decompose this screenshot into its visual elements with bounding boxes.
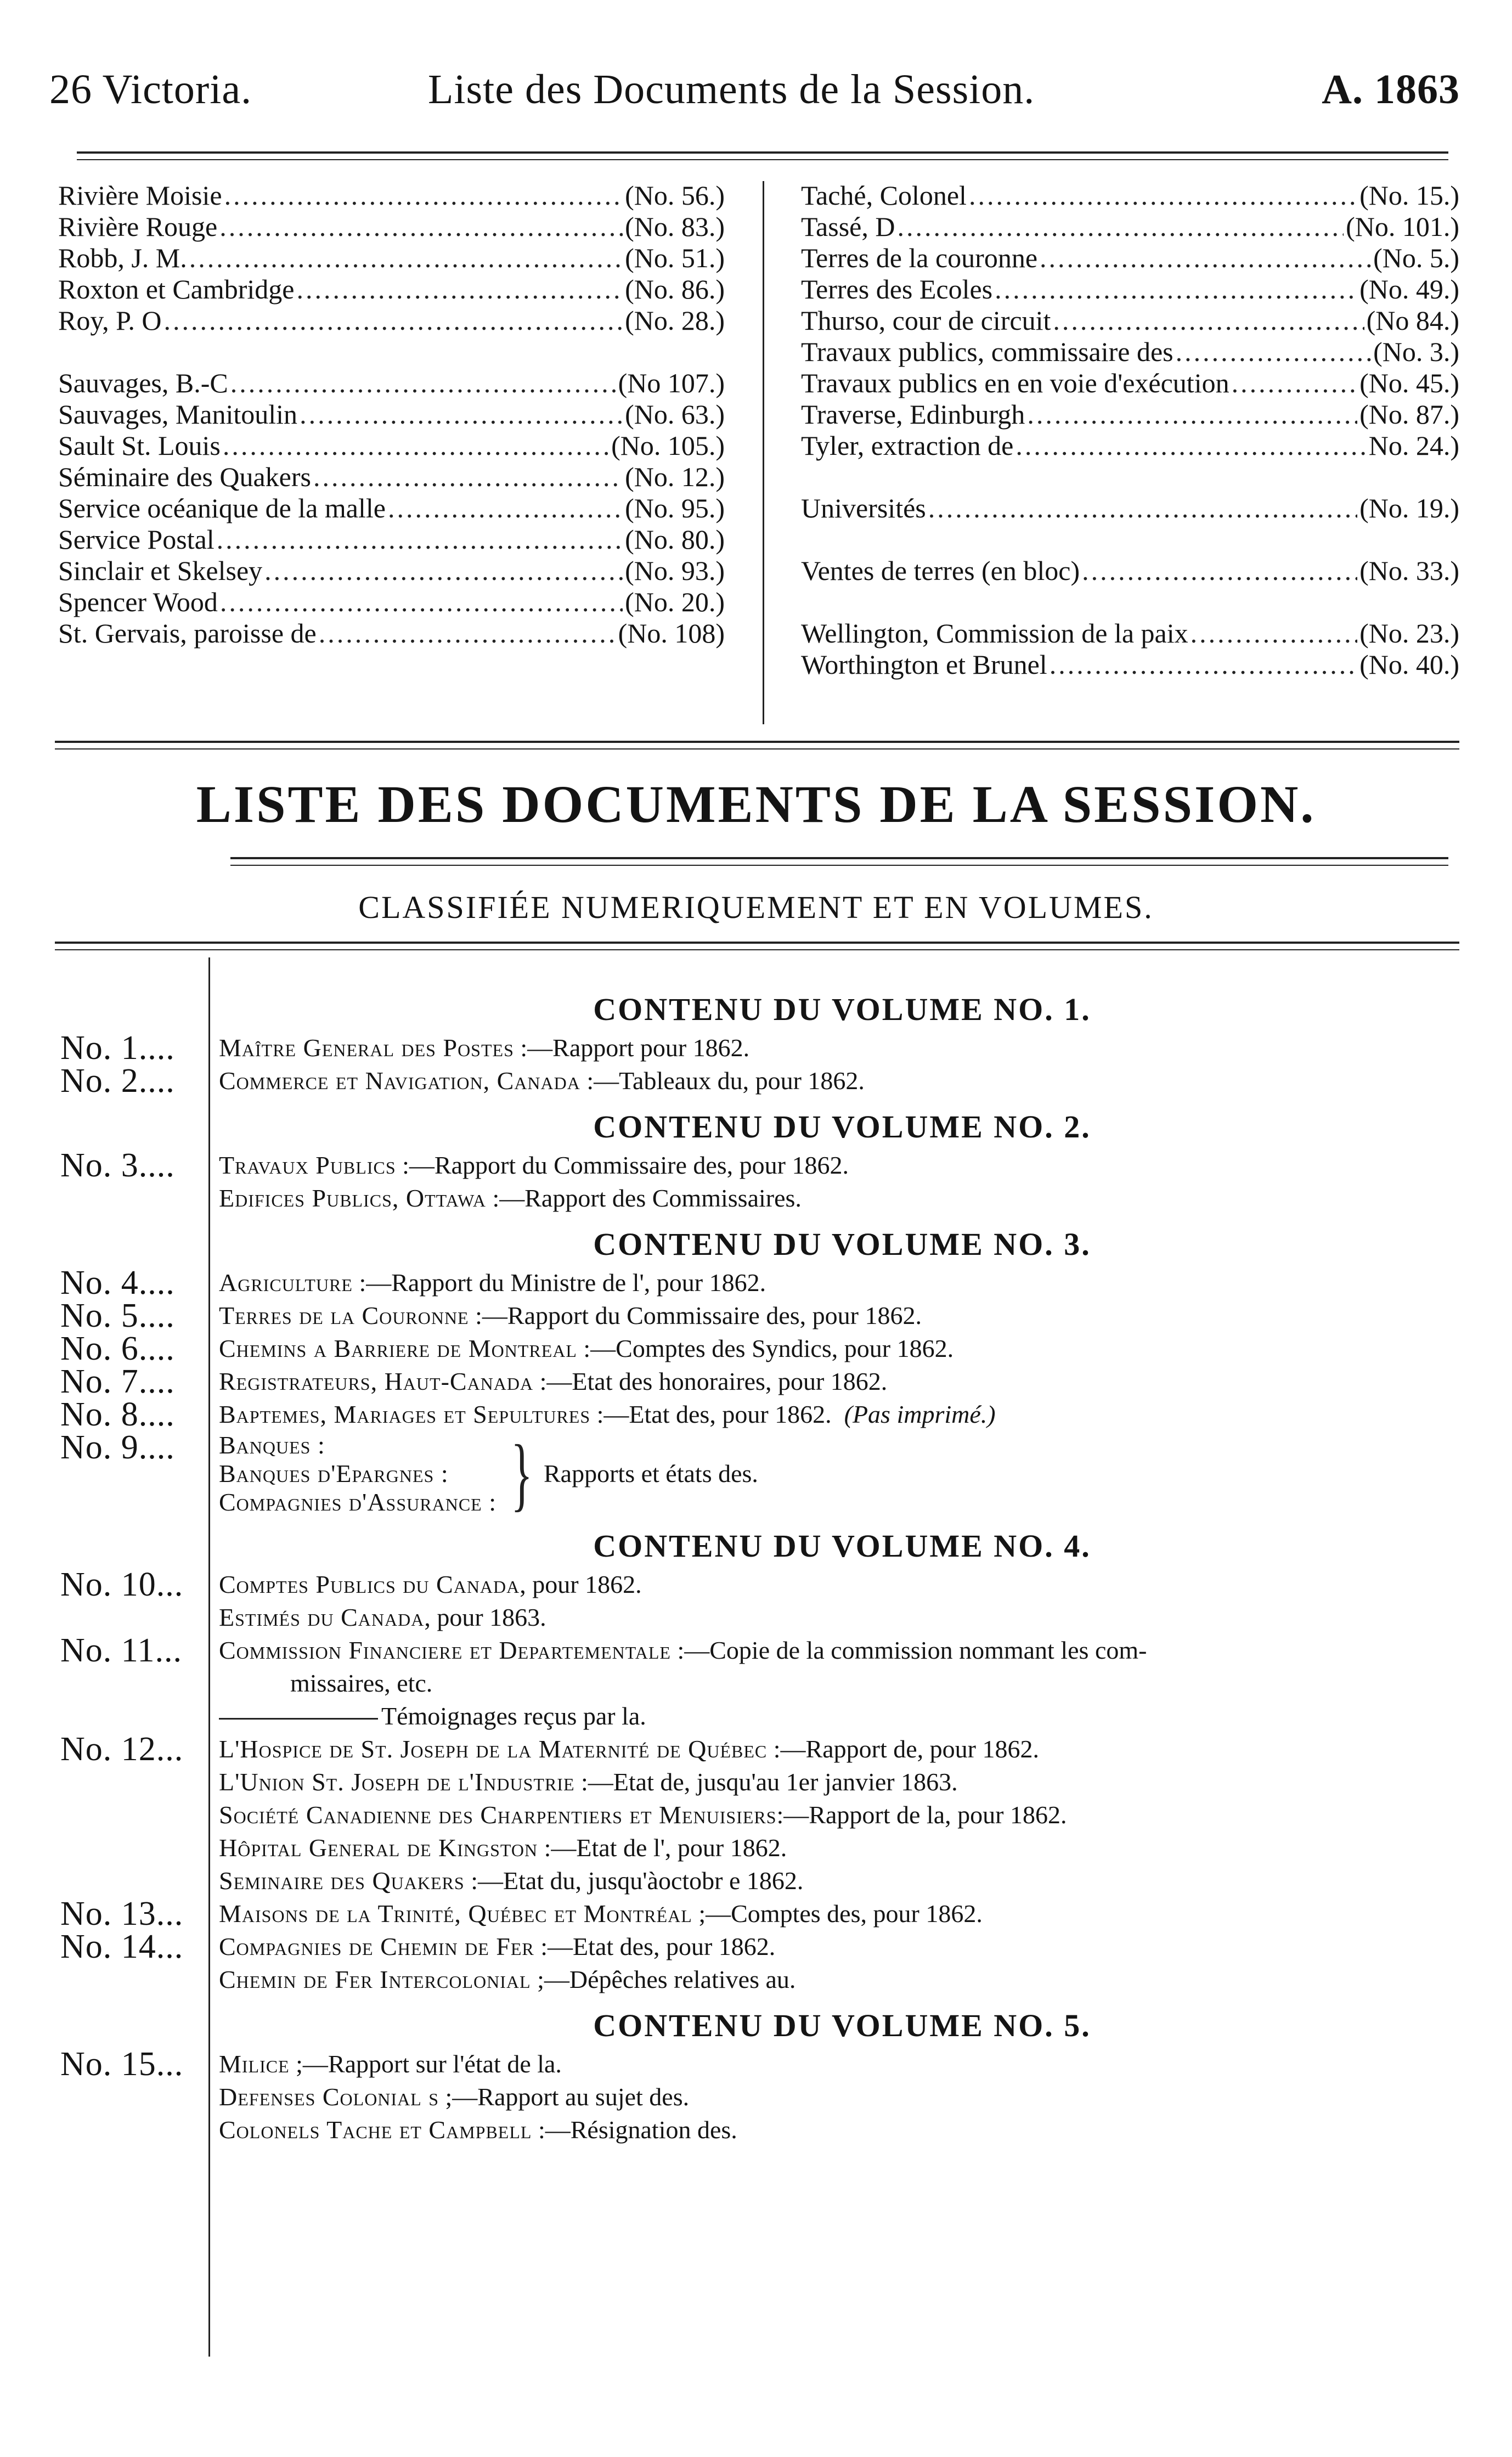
index-entry-number: (No. 83.) [625, 211, 725, 242]
subtitle-rule-thin [55, 949, 1459, 950]
index-spacer [801, 461, 1459, 493]
index-entry-number: No. 24.) [1368, 430, 1459, 461]
index-entry-number: (No. 45.) [1359, 368, 1459, 398]
entry-subject: Hôpital General de Kingston [219, 1834, 538, 1862]
volume-heading: CONTENU DU VOLUME NO. 2. [593, 1109, 1091, 1145]
index-entry-number: (No. 33.) [1359, 555, 1459, 586]
brace-name: Banques : [219, 1431, 325, 1459]
brace-group [219, 1428, 1465, 1519]
entry-text [211, 1149, 1465, 1182]
entry-row [60, 1897, 1465, 1930]
index-entry-name: Service océanique de la malle [58, 493, 386, 523]
index-entry [58, 274, 725, 305]
entry-subject: Société Canadienne des Charpentiers et Menuisiers [219, 1801, 777, 1829]
entry-row [60, 1700, 1465, 1733]
entry-row [60, 1864, 1465, 1897]
column-divider [763, 181, 764, 724]
entry-row [60, 1365, 1465, 1398]
index-entry [801, 305, 1459, 336]
entry-text [211, 1299, 1465, 1332]
entry-description: :—Rapport de, pour 1862. [767, 1735, 1039, 1763]
entry-row [60, 1766, 1465, 1799]
index-entry-number: (No. 23.) [1359, 618, 1459, 649]
brace-glyph: } [511, 1428, 533, 1519]
entry-subject: Maître General des Postes [219, 1034, 514, 1062]
index-entry-name: Rivière Rouge [58, 211, 218, 242]
leader-dots [220, 587, 623, 618]
brace-names [219, 1431, 497, 1517]
running-header [49, 66, 1460, 132]
index-entry-number: (No. 93.) [625, 555, 725, 586]
ditto-dash [219, 1718, 378, 1720]
index-entry-name: Spencer Wood [58, 587, 218, 617]
entry-subject: Registrateurs, Haut-Canada [219, 1367, 534, 1395]
entry-row [60, 1799, 1465, 1832]
entry-row [60, 1182, 1465, 1215]
entry-text [211, 1930, 1465, 1963]
index-entry-name: Sauvages, B.-C [58, 368, 228, 398]
entry-description: :—Rapport du Commissaire des, pour 1862. [396, 1151, 849, 1179]
leader-dots [1232, 368, 1357, 399]
entry-row [60, 1601, 1465, 1634]
entry-number: No. 12... [60, 1731, 184, 1768]
entry-description: :—Etat du, jusqu'àoctobr e 1862. [464, 1867, 804, 1895]
brace-name: Banques d'Epargnes : [219, 1459, 449, 1487]
index-entry-name: Universités [801, 493, 926, 523]
leader-dots [1040, 243, 1371, 274]
leader-dots [297, 274, 623, 305]
entry-row [60, 2081, 1465, 2114]
index-entry-number: (No. 3.) [1373, 336, 1459, 367]
index-bottom-rule [55, 741, 1459, 743]
entry-row [60, 1149, 1465, 1182]
entry-row [60, 1733, 1465, 1766]
index-entry-number: (No. 108) [618, 618, 725, 649]
index-entry-number: (No. 5.) [1373, 243, 1459, 273]
entry-text [211, 1332, 1465, 1365]
entry-number: No. 8.... [60, 1396, 175, 1433]
entry-text [211, 1266, 1465, 1299]
index-entry [58, 305, 725, 336]
entry-description: :—Etat des honoraires, pour 1862. [533, 1367, 888, 1395]
index-entry-number: (No. 80.) [625, 524, 725, 555]
index-entry [58, 399, 725, 430]
entry-number: No. 15... [60, 2045, 184, 2083]
entry-text [211, 1601, 1465, 1634]
index-entry-name: Thurso, cour de circuit [801, 305, 1051, 336]
index-entry [58, 461, 725, 493]
index-entry-number: (No 107.) [618, 368, 725, 398]
leader-dots [224, 180, 623, 211]
index-spacer [801, 524, 1459, 555]
entry-number: No. 6.... [60, 1330, 175, 1367]
entry-description: :—Rapport du Ministre de l', pour 1862. [352, 1269, 766, 1297]
index-entry-number: (No. 56.) [625, 180, 725, 211]
index-entry [801, 430, 1459, 461]
leader-dots [319, 618, 616, 649]
entry-text [211, 1064, 1465, 1097]
volume-listing [60, 988, 1465, 2146]
section-subtitle: CLASSIFIÉE NUMERIQUEMENT ET EN VOLUMES. [358, 889, 1154, 925]
subtitle-rule [55, 942, 1459, 944]
index-entry [801, 649, 1459, 680]
entry-text [211, 1963, 1465, 1996]
leader-dots [300, 399, 623, 430]
entry-row [60, 1930, 1465, 1963]
entry-subject: Commission Financiere et Departementale [219, 1636, 671, 1664]
leader-dots [1027, 399, 1357, 430]
entry-text [211, 1634, 1465, 1700]
index-entry [801, 493, 1459, 524]
index-column-right [801, 180, 1459, 680]
index-entry-name: Rivière Moisie [58, 180, 222, 211]
entry-text [211, 1700, 1465, 1733]
entry-number: No. 10... [60, 1566, 184, 1603]
index-entry-number: (No. 101.) [1346, 211, 1459, 242]
index-entry-name: Traverse, Edinburgh [801, 399, 1025, 430]
entry-subject: Maisons de la Trinité, Québec et Montréal [219, 1900, 692, 1928]
entry-description: :—Résignation des. [532, 2116, 737, 2144]
entry-text [211, 1032, 1465, 1064]
entry-description: :—Etat des, pour 1862. [534, 1932, 776, 1960]
entry-subject: Terres de la Couronne [219, 1301, 469, 1329]
entry-text [211, 2081, 1465, 2114]
entry-description: :—Comptes des Syndics, pour 1862. [577, 1334, 954, 1362]
entry-subject: Milice [219, 2050, 290, 2078]
volume-heading: CONTENU DU VOLUME NO. 5. [593, 2008, 1091, 2043]
entry-row [60, 1266, 1465, 1299]
index-entry-number: (No. 28.) [625, 305, 725, 336]
index-column-left [58, 180, 725, 649]
index-entry-number: (No. 105.) [611, 430, 725, 461]
entry-subject: Baptemes, Mariages et Sepultures [219, 1400, 591, 1428]
index-entry-number: (No. 49.) [1359, 274, 1459, 305]
entry-number: No. 11... [60, 1632, 182, 1669]
index-entry [801, 399, 1459, 430]
index-entry [58, 587, 725, 618]
entry-row [60, 1832, 1465, 1864]
leader-dots [163, 305, 623, 336]
leader-dots [189, 243, 623, 274]
entry-text [211, 1766, 1465, 1799]
index-entry [801, 368, 1459, 399]
entry-subject: Commerce et Navigation, Canada [219, 1067, 580, 1095]
entry-subject: Seminaire des Quakers [219, 1867, 465, 1895]
entry-number: No. 5.... [60, 1297, 175, 1334]
entry-description: :—Rapport des Commissaires. [486, 1184, 802, 1212]
entry-number: No. 1.... [60, 1029, 175, 1067]
index-entry-number: (No. 19.) [1359, 493, 1459, 523]
entry-text [211, 1897, 1465, 1930]
entry-description: :—Tableaux du, pour 1862. [580, 1067, 865, 1095]
index-entry-name: Travaux publics, commissaire des [801, 336, 1174, 367]
index-entry [58, 430, 725, 461]
entry-subject: Compagnies de Chemin de Fer [219, 1932, 534, 1960]
header-rule [77, 151, 1448, 154]
leader-dots [1082, 555, 1357, 587]
entry-text [211, 1428, 1465, 1519]
leader-dots [969, 180, 1357, 211]
entry-row [60, 1062, 1465, 1100]
index-entry [801, 618, 1459, 649]
leader-dots [1176, 336, 1371, 368]
entry-number: No. 14... [60, 1928, 184, 1965]
leader-dots [928, 493, 1357, 524]
entry-text [211, 1733, 1465, 1766]
leader-dots [313, 461, 623, 493]
index-entry-number: (No. 12.) [625, 461, 725, 492]
entry-subject: L'Union St. Joseph de l'Industrie [219, 1768, 575, 1796]
leader-dots [217, 524, 623, 555]
index-entry-name: Service Postal [58, 524, 215, 555]
index-entry [801, 180, 1459, 211]
entry-text [211, 1832, 1465, 1864]
entry-description: :—Copie de la commission nommant les com- [670, 1636, 1147, 1664]
index-entry-name: Roy, P. O [58, 305, 162, 336]
index-entry [58, 618, 725, 649]
index-entry [58, 211, 725, 243]
entry-text [211, 1799, 1465, 1832]
entry-row [60, 1428, 1465, 1519]
index-entry-number: (No. 87.) [1359, 399, 1459, 430]
leader-dots [1053, 305, 1364, 336]
entry-number: No. 7.... [60, 1363, 175, 1400]
index-entry [58, 243, 725, 274]
entry-description: , pour 1863. [424, 1603, 546, 1631]
entry-text [211, 1182, 1465, 1215]
entry-text [211, 1365, 1465, 1398]
entry-number: No. 3.... [60, 1147, 175, 1184]
title-rule-thin [230, 865, 1448, 866]
index-entry-name: Taché, Colonel [801, 180, 967, 211]
index-spacer [58, 336, 725, 368]
entry-description: :—Etat de l', pour 1862. [538, 1834, 787, 1862]
entry-number: No. 9.... [60, 1429, 175, 1466]
index-entry-name: St. Gervais, paroisse de [58, 618, 317, 649]
index-entry-number: (No. 51.) [625, 243, 725, 273]
brace-name: Compagnies d'Assurance : [219, 1488, 497, 1516]
entry-description: ;—Comptes des, pour 1862. [692, 1900, 983, 1928]
index-entry-number: (No 84.) [1366, 305, 1459, 336]
entry-row [60, 1634, 1465, 1700]
entry-description: ;—Rapport au sujet des. [439, 2083, 690, 2111]
index-entry-name: Sault St. Louis [58, 430, 221, 461]
entry-subject: Travaux Publics [219, 1151, 396, 1179]
index-entry [58, 524, 725, 555]
leader-dots [223, 430, 609, 461]
entry-subject: L'Hospice de St. Joseph de la Maternité de Québec [219, 1735, 768, 1763]
entry-description: ;—Rapport sur l'état de la. [289, 2050, 562, 2078]
index-entry [801, 336, 1459, 368]
entry-description: Rapports et états des. [544, 1459, 758, 1487]
entry-note: (Pas imprimé.) [844, 1400, 996, 1428]
index-entry-name: Séminaire des Quakers [58, 461, 311, 492]
entry-description: :—Rapport de la, pour 1862. [776, 1801, 1067, 1829]
entry-description: :—Etat des, pour 1862. [590, 1400, 832, 1428]
index-entry-name: Roxton et Cambridge [58, 274, 295, 305]
entry-continuation: missaires, etc. [290, 1669, 433, 1697]
index-entry-name: Worthington et Brunel [801, 649, 1047, 680]
entry-subject: Colonels Tache et Campbell [219, 2116, 532, 2144]
index-entry [58, 493, 725, 524]
index-entry-number: (No. 15.) [1359, 180, 1459, 211]
leader-dots [388, 493, 623, 524]
entry-number: No. 13... [60, 1895, 184, 1932]
entry-row [60, 1963, 1465, 1996]
leader-dots [1191, 618, 1357, 649]
index-entry-name: Robb, J. M. [58, 243, 187, 273]
entry-row [60, 1299, 1465, 1332]
index-entry [58, 368, 725, 399]
entry-subject: Chemin de Fer Intercolonial [219, 1965, 531, 1993]
index-entry-name: Terres de la couronne [801, 243, 1038, 273]
entry-description: ;—Dépêches relatives au. [531, 1965, 796, 1993]
index-entry-name: Travaux publics en en voie d'exécution [801, 368, 1229, 398]
index-spacer [801, 587, 1459, 618]
entry-text [211, 1864, 1465, 1897]
entry-subject: Edifices Publics, Ottawa [219, 1184, 486, 1212]
leader-dots [1015, 430, 1366, 461]
index-entry-name: Sinclair et Skelsey [58, 555, 263, 586]
entry-subject: Chemins a Barriere de Montreal [219, 1334, 577, 1362]
entry-text [211, 1568, 1465, 1601]
index-entry-name: Tyler, extraction de [801, 430, 1014, 461]
entry-row [60, 1398, 1465, 1431]
header-year: A. 1863 [1322, 66, 1460, 112]
leader-dots [230, 368, 616, 399]
entry-description: , pour 1862. [520, 1570, 642, 1598]
index-entry [58, 555, 725, 587]
index-entry-name: Wellington, Commission de la paix [801, 618, 1188, 649]
index-entry [58, 180, 725, 211]
entry-row [60, 1029, 1465, 1067]
entry-text [211, 2114, 1465, 2146]
leader-dots [219, 211, 623, 243]
entry-description: :—Rapport du Commissaire des, pour 1862. [469, 1301, 922, 1329]
header-rule-thin [77, 159, 1448, 160]
index-entry-name: Tassé, D [801, 211, 895, 242]
volume-heading: CONTENU DU VOLUME NO. 3. [593, 1226, 1091, 1262]
entry-subject: Defenses Colonial s [219, 2083, 439, 2111]
index-entry-name: Sauvages, Manitoulin [58, 399, 298, 430]
entry-description: :—Rapport pour 1862. [514, 1034, 750, 1062]
entry-text [211, 1398, 1465, 1431]
index-entry-number: (No. 20.) [625, 587, 725, 617]
index-entry [801, 211, 1459, 243]
entry-text [211, 2048, 1465, 2081]
entry-row [60, 1332, 1465, 1365]
index-entry-name: Terres des Ecoles [801, 274, 993, 305]
entry-number: No. 4.... [60, 1264, 175, 1301]
entry-row [60, 1568, 1465, 1601]
leader-dots [264, 555, 623, 587]
leader-dots [1050, 649, 1357, 680]
entry-row [60, 2114, 1465, 2146]
entry-subject: Comptes Publics du Canada [219, 1570, 520, 1598]
entry-subject: Estimés du Canada [219, 1603, 425, 1631]
index-entry-name: Ventes de terres (en bloc) [801, 555, 1080, 586]
section-title: LISTE DES DOCUMENTS DE LA SESSION. [196, 775, 1316, 833]
title-rule [230, 857, 1448, 859]
index-bottom-rule-thin [55, 748, 1459, 750]
entry-subject: Agriculture [219, 1269, 353, 1297]
header-title: Liste des Documents de la Session. [428, 66, 1035, 112]
volume-heading: CONTENU DU VOLUME NO. 4. [593, 1528, 1091, 1564]
entry-row [60, 2045, 1465, 2083]
index-entry [801, 243, 1459, 274]
index-entry-number: (No. 63.) [625, 399, 725, 430]
volume-heading: CONTENU DU VOLUME NO. 1. [593, 991, 1091, 1027]
entry-description: Témoignages reçus par la. [381, 1702, 646, 1730]
index-entry [801, 555, 1459, 587]
index-entry-number: (No. 86.) [625, 274, 725, 305]
index-entry [801, 274, 1459, 305]
header-session: 26 Victoria. [49, 66, 252, 112]
index-entry-number: (No. 95.) [625, 493, 725, 523]
leader-dots [897, 211, 1344, 243]
index-entry-number: (No. 40.) [1359, 649, 1459, 680]
leader-dots [995, 274, 1357, 305]
entry-description: :—Etat de, jusqu'au 1er janvier 1863. [574, 1768, 958, 1796]
entry-number: No. 2.... [60, 1062, 175, 1100]
